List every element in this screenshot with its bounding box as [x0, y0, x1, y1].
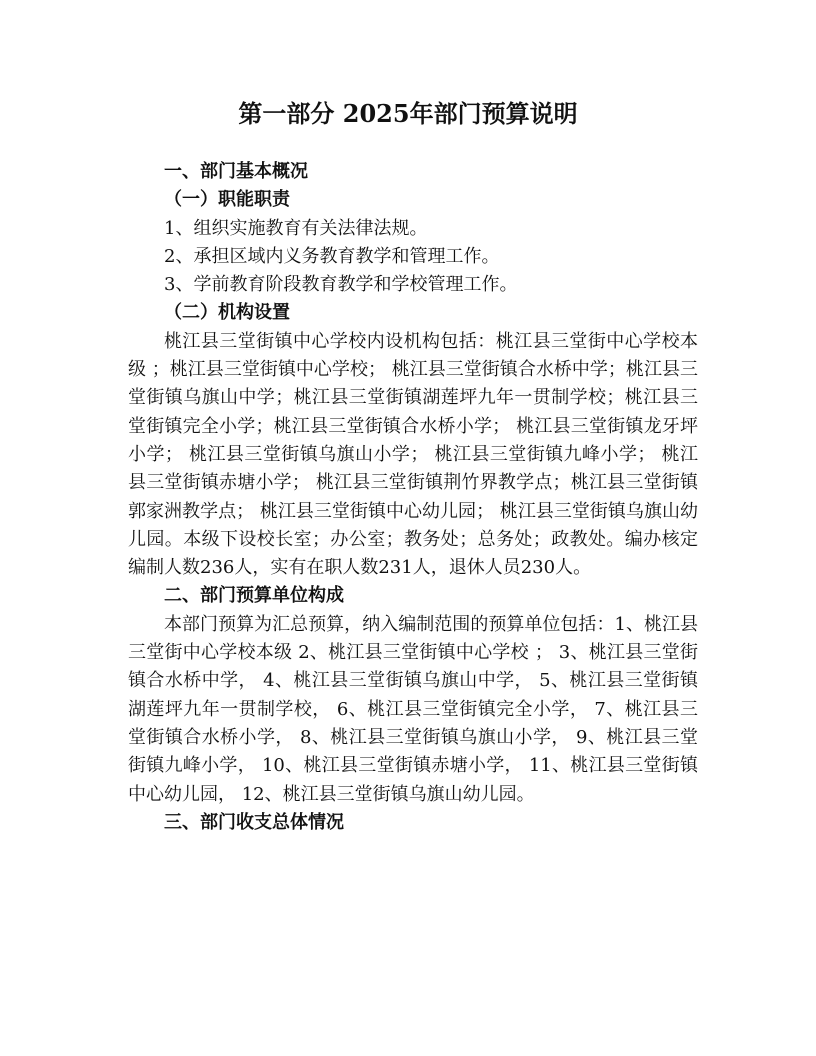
section-heading-overview: 一、部门基本概况: [164, 161, 308, 182]
duty-item: 2、承担区域内义务教育教学和管理工作。: [164, 245, 500, 267]
subsection-heading-duties: （一）职能职责: [164, 189, 290, 211]
organization-paragraph: 桃江县三堂街镇中心学校内设机构包括：桃江县三堂街中心学校本级 ；桃江县三堂街镇中心学校； 桃江县三堂街镇合水桥中学；桃江县三堂街镇乌旗山中学；桃江县三堂街镇湖莲坪九年一贯制学校；桃江县三堂街镇完全小学；桃江县三堂街镇合水桥小学； 桃江县三堂街镇龙牙坪小学； 桃江县三堂街镇乌旗山小学； 桃江县三堂街镇九峰小学； 桃江县三堂街镇赤塘小学； 桃江县三堂街镇荆竹界教学点；桃江县三堂街镇郭家洲教学点； 桃江县三堂街镇中心幼儿园； 桃江县三堂街镇乌旗山幼儿园。本级下设校长室；办公室；教务处；总务处；政教处。编办核定编制人数236人，实有在职人数231人，退休人员230人。: [128, 330, 698, 579]
budget-units-paragraph: 本部门预算为汇总预算，纳入编制范围的预算单位包括：1、桃江县三堂街中心学校本级 2、桃江县三堂街镇中心学校 ； 3、桃江县三堂街镇合水桥中学， 4、桃江县三堂街镇乌旗山中学， 5、桃江县三堂街镇湖莲坪九年一贯制学校， 6、桃江县三堂街镇完全小学， 7、桃江县三堂街镇合水桥小学， 8、桃江县三堂街镇乌旗山小学， 9、桃江县三堂街镇九峰小学， 10、桃江县三堂街镇赤塘小学， 11、桃江县三堂街镇中心幼儿园， 12、桃江县三堂街镇乌旗山幼儿园。: [128, 613, 698, 805]
page-title: 第一部分 2025年部门预算说明: [238, 99, 578, 128]
duty-item: 3、学前教育阶段教育教学和学校管理工作。: [164, 274, 518, 296]
duty-item: 1、组织实施教育有关法律法规。: [164, 217, 428, 239]
document-body: [128, 158, 698, 837]
section-heading-budget-units: 二、部门预算单位构成: [164, 585, 344, 607]
section-heading-income-expenditure: 三、部门收支总体情况: [164, 811, 344, 833]
subsection-heading-organization: （二）机构设置: [164, 302, 290, 324]
